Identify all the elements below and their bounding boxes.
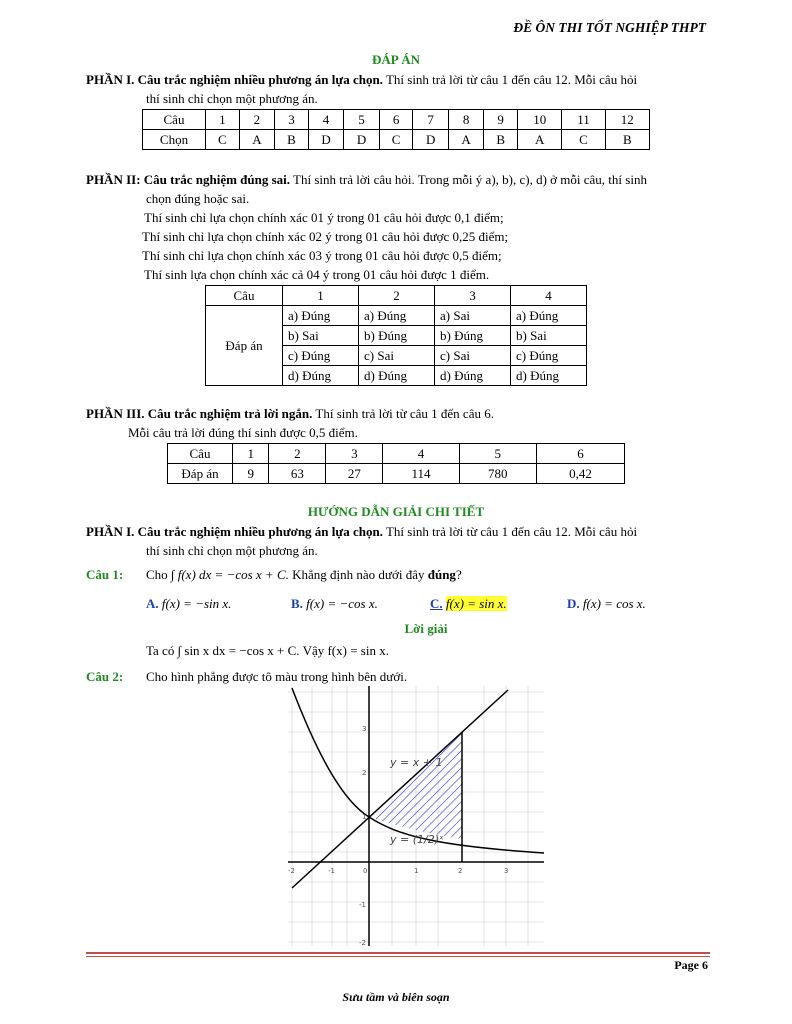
table-head: Đáp án [206,306,283,386]
solutions-title: HƯỚNG DẪN GIẢI CHI TIẾT [307,504,485,519]
part2-rule: Thí sinh lựa chọn chính xác cả 04 ý trong 01 câu hỏi được 1 điểm. [144,267,490,282]
part1-label: PHẦN I. Câu trắc nghiệm nhiều phương án lựa chọn. [86,72,383,87]
table-cell: D [344,130,379,150]
part1-repeat-intro [86,522,712,560]
part1-repeat-text: Thí sinh trả lời từ câu 1 đến câu 12. Mỗi câu hỏi [382,524,638,539]
q2-graph [288,686,544,946]
table-cell: 6 [379,110,413,130]
y-tick: 2 [362,769,367,777]
q1-integral: ∫ f(x) dx = −cos x + C. [170,567,289,582]
table-cell: 1 [233,444,269,464]
q1-question-text: Khẳng định nào dưới đây [288,567,428,582]
table-head: Đáp án [168,464,233,484]
table-cell: D [413,130,448,150]
q1-question [146,567,462,583]
table-cell: 3 [275,110,309,130]
option-letter: C. [430,596,443,611]
footer-divider [86,956,710,957]
q1-prefix: Cho [146,567,171,582]
table-cell: 114 [383,464,459,484]
table-cell: 6 [537,444,625,464]
table-cell: 7 [413,110,448,130]
table-cell: 2 [239,110,274,130]
part2-text: Thí sinh trả lời câu hỏi. Trong mỗi ý a), b), c), d) ở mỗi câu, thí sinh [290,172,647,187]
table-head: Chọn [143,130,206,150]
y-tick: 1 [362,813,367,821]
table-cell: a) Sai [435,306,511,326]
table-cell: a) Đúng [283,306,359,326]
table-cell: B [275,130,309,150]
table-cell: 2 [269,444,326,464]
table-row [143,130,650,150]
table-cell: 8 [448,110,483,130]
option-expr-correct: f(x) = sin x. [445,596,507,611]
y-tick: -2 [359,939,366,946]
table-cell: D [308,130,343,150]
table-row [143,110,650,130]
table-cell: b) Đúng [359,326,435,346]
q1-label: Câu 1: [86,567,124,582]
answer-key-title: ĐÁP ÁN [371,52,421,67]
table-cell: b) Sai [283,326,359,346]
option-expr: f(x) = cos x. [582,596,646,611]
table-cell: A [518,130,562,150]
x-tick: 1 [414,867,419,875]
q1-solution-title: Lời giải [404,621,448,636]
table-head: Câu [168,444,233,464]
table-cell: c) Sai [435,346,511,366]
q1-option-c[interactable] [430,596,507,612]
curve2-label: y = (1/2)ˣ [390,833,444,846]
part1-text: Thí sinh trả lời từ câu 1 đến câu 12. Mỗi câu hỏi [382,72,638,87]
y-tick: 3 [362,725,367,733]
table-cell: a) Đúng [511,306,587,326]
option-letter: B. [291,596,303,611]
option-expr: f(x) = −cos x. [306,596,378,611]
table-cell: d) Đúng [511,366,587,386]
y-tick: -1 [359,901,366,909]
table-cell: 27 [326,464,383,484]
part2-intro [86,170,712,284]
page-number: Page 6 [674,958,708,972]
table-cell: 4 [308,110,343,130]
part1-text2: thí sinh chỉ chọn một phương án. [146,91,318,106]
part3-text: Thí sinh trả lời từ câu 1 đến câu 6. [312,406,494,421]
part1-repeat-label: PHẦN I. Câu trắc nghiệm nhiều phương án lựa chọn. [86,524,383,539]
table-cell: 10 [518,110,562,130]
table-cell: d) Đúng [435,366,511,386]
q2-text: Cho hình phẳng được tô màu trong hình bên dưới. [146,669,408,684]
part1-answer-table [142,109,650,150]
q1-option-b[interactable] [291,596,378,612]
part2-label: PHẦN II: Câu trắc nghiệm đúng sai. [86,172,291,187]
table-cell: 1 [206,110,240,130]
part3-label: PHẦN III. Câu trắc nghiệm trả lời ngắn. [86,406,313,421]
table-cell: c) Đúng [283,346,359,366]
table-cell: 4 [383,444,459,464]
part2-rule: Thí sinh chỉ lựa chọn chính xác 03 ý trong 01 câu hỏi được 0,5 điểm; [142,248,502,263]
table-cell: 5 [344,110,379,130]
line-y-x-plus-1 [292,690,508,888]
table-cell: 12 [605,110,649,130]
part3-intro [86,404,712,442]
table-cell: C [562,130,605,150]
table-row [206,286,587,306]
part1-intro [86,70,712,108]
table-cell: d) Đúng [283,366,359,386]
q1-option-d[interactable] [567,596,646,612]
table-cell: B [605,130,649,150]
option-letter: D. [567,596,580,611]
q1-question-bold: đúng [427,567,456,582]
part2-rule: Thí sinh chỉ lựa chọn chính xác 01 ý trong 01 câu hỏi được 0,1 điểm; [144,210,504,225]
table-row [168,444,625,464]
shaded-region [369,732,462,839]
table-cell: 9 [484,110,518,130]
table-cell: a) Đúng [359,306,435,326]
q1-option-a[interactable] [146,596,231,612]
x-tick: 0 [363,867,368,875]
table-cell: 1 [283,286,359,306]
table-cell: B [484,130,518,150]
x-tick: -2 [288,867,295,875]
table-cell: b) Sai [511,326,587,346]
table-cell: 11 [562,110,605,130]
option-expr: f(x) = −sin x. [161,596,232,611]
header-title: ĐỀ ÔN THI TỐT NGHIỆP THPT [513,20,706,35]
table-cell: c) Sai [359,346,435,366]
table-head: Câu [143,110,206,130]
table-cell: A [448,130,483,150]
table-cell: 4 [511,286,587,306]
part2-rule: Thí sinh chỉ lựa chọn chính xác 02 ý trong 01 câu hỏi được 0,25 điểm; [142,229,509,244]
table-cell: C [206,130,240,150]
table-cell: d) Đúng [359,366,435,386]
q2-label: Câu 2: [86,669,124,684]
footer-credit: Sưu tầm và biên soạn [342,990,450,1004]
table-cell: 63 [269,464,326,484]
option-letter: A. [146,596,159,611]
table-cell: 3 [326,444,383,464]
table-head: Câu [206,286,283,306]
q1-question-end: ? [455,567,462,582]
table-row [206,306,587,326]
table-cell: 5 [459,444,537,464]
part2-answer-table [205,285,587,386]
q1-solution: Ta có ∫ sin x dx = −cos x + C. Vậy f(x) = sin x. [146,643,389,658]
x-tick: 2 [458,867,463,875]
table-cell: 3 [435,286,511,306]
table-cell: 2 [359,286,435,306]
table-cell: A [239,130,274,150]
table-cell: 0,42 [537,464,625,484]
x-tick: -1 [328,867,335,875]
table-cell: b) Đúng [435,326,511,346]
table-cell: c) Đúng [511,346,587,366]
table-cell: 780 [459,464,537,484]
footer-divider [86,952,710,954]
part3-text2: Mỗi câu trả lời đúng thí sinh được 0,5 điểm. [128,425,358,440]
part2-text2: chọn đúng hoặc sai. [146,191,250,206]
curve1-label: y = x + 1 [390,756,443,769]
x-tick: 3 [504,867,509,875]
table-cell: 9 [233,464,269,484]
part1-repeat-text2: thí sinh chỉ chọn một phương án. [146,543,318,558]
table-cell: C [379,130,413,150]
table-row [168,464,625,484]
part3-answer-table [167,443,625,484]
